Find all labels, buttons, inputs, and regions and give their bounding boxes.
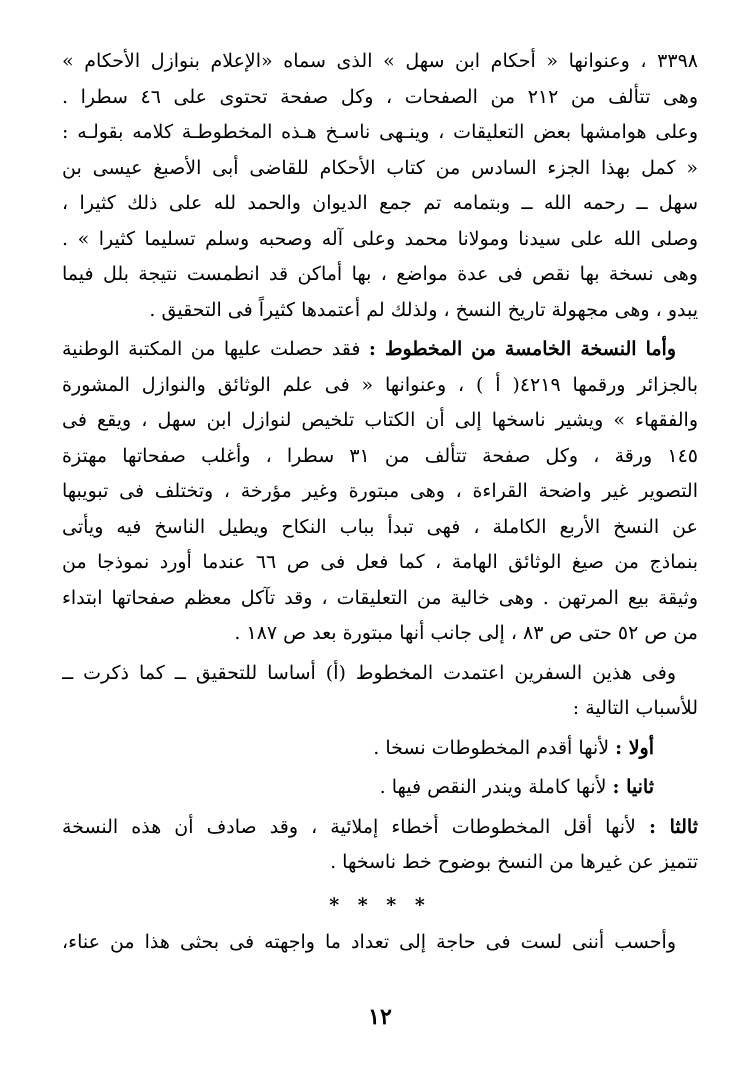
reason-continuation: تتميز عن غيرها من النسخ بوضوح خط ناسخها .	[330, 851, 698, 873]
text-line: ١٤٥ ورقة ، وكل صفحة تتألف من ٣١ سطرا ، وأغلب صفحاتها مهتزة	[62, 444, 698, 467]
text-line: ٣٣٩٨ ، وعنوانها « أحكام ابن سهل » الذى سماه «الإعلام بنوازل الأحكام »	[62, 50, 698, 72]
paragraph-manuscript-four	[62, 44, 698, 328]
section-separator: * * * *	[329, 893, 431, 916]
text-line: سهل ــ رحمه الله ــ وبتمامه تم جمع الديوان والحمد لله على ذلك كثيرا ،	[62, 192, 698, 214]
reason-text: لأنها أقل المخطوطات أخطاء إملائية ، وقد صادف أن هذه النسخة	[62, 815, 649, 838]
text-line-rest: فقد حصلت عليها من المكتبة الوطنية	[62, 338, 369, 360]
reason-text: لأنها كاملة ويندر النقص فيها .	[379, 776, 613, 798]
text-line: التصوير غير واضحة القراءة ، وهى مبتورة وغير مؤرخة ، وتختلف فى تبويبها	[62, 480, 698, 502]
document-page	[62, 44, 698, 1044]
text-line: وفى هذين السفرين اعتمدت المخطوط (أ) أساسا للتحقيق ــ كما ذكرت ــ	[62, 661, 676, 684]
reason-item	[62, 770, 698, 806]
paragraph-manuscript-five	[62, 332, 698, 652]
text-line: بالجزائر ورقمها ٤٢١٩( أ ) ، وعنوانها « فى علم الوثائق والنوازل المشورة	[62, 373, 698, 396]
text-line: من ص ٥٢ حتى ص ٨٣ ، إلى جانب أنها مبتورة بعد ص ١٨٧ .	[234, 622, 698, 644]
reason-key: أولا :	[615, 736, 654, 759]
text-line	[62, 332, 698, 368]
section-heading: وأما النسخة الخامسة من المخطوط :	[368, 338, 676, 360]
reason-key: ثالثا :	[648, 815, 698, 838]
reasons-list	[62, 731, 698, 881]
text-line: وثيقة بيع المرتهن . وهى خالية من التعليقات ، وقد تآكل معظم صفحاتها ابتداء	[62, 586, 698, 609]
page-number: ١٢	[368, 1004, 392, 1030]
paragraph-basis	[62, 656, 698, 727]
closing-line: وأحسب أننى لست فى حاجة إلى تعداد ما واجهته فى بحثى هذا من عناء،	[62, 930, 676, 953]
reason-item	[62, 731, 698, 767]
text-line: عن النسخ الأربع الكاملة ، فهى تبدأ بباب النكاح ويطيل الناسخ فيه ويأتى	[62, 515, 698, 538]
text-line: والفقهاء » ويشير ناسخها إلى أن الكتاب تلخيص لنوازل ابن سهل ، ويقع فى	[62, 409, 698, 431]
text-line: للأسباب التالية :	[572, 697, 698, 719]
text-line: وعلى هوامشها بعض التعليقات ، وينـهى ناسـخ هـذه المخطوطـة كلامه بقولـه :	[62, 121, 698, 143]
text-line: وصلى الله على سيدنا ومولانا محمد وعلى آله وصحبه وسلم تسليما كثيرا » .	[62, 227, 698, 250]
text-line: بنماذج من صيغ الوثائق الهامة ، كما فعل فى ص ٦٦ عندما أورد نموذجا من	[62, 551, 698, 573]
text-line: وهى نسخة بها نقص فى عدة مواضع ، بها أماكن قد انطمست نتيجة بلل فيما	[62, 263, 698, 285]
reason-item	[62, 810, 698, 846]
reason-key: ثانيا :	[612, 776, 654, 798]
text-line: « كمل بهذا الجزء السادس من كتاب الأحكام للقاضى أبى الأصبغ عيسى بن	[62, 156, 698, 179]
text-line: وهى تتألف من ٢١٢ من الصفحات ، وكل صفحة تحتوى على ٤٦ سطرا .	[62, 85, 698, 108]
reason-text: لأنها أقدم المخطوطات نسخا .	[373, 736, 616, 759]
text-line: يبدو ، وهى مجهولة تاريخ النسخ ، ولذلك لم أعتمدها كثيراً فى التحقيق .	[149, 298, 698, 321]
